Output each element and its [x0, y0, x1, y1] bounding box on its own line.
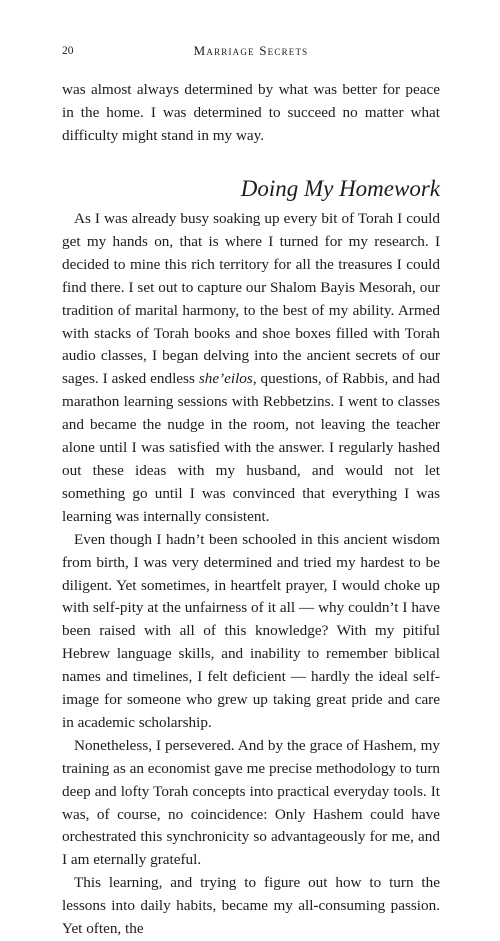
book-title: Marriage Secrets: [193, 43, 309, 58]
book-page: [62, 0, 440, 938]
paragraph-1-italic-term: she’eilos: [198, 370, 253, 388]
section-body: [62, 208, 440, 941]
section-heading: Doing My Homework: [240, 176, 440, 201]
paragraph-1: [62, 208, 440, 529]
paragraph-2: Even though I hadn’t been schooled in this ancient wisdom from birth, I was very determined and tried my hardest to be diligent. Yet sometimes, in heartfelt prayer, I would choke up with self-pity at the unfairness of it all — why couldn’t I have been raised with all of this knowledge? With my pitiful Hebrew language skills, and inability to remember biblical names and timelines, I felt deficient — hardly the ideal self-image for someone who grew up taking great pride and care in academic scholarship.: [62, 530, 440, 731]
page-number: 20: [62, 45, 74, 57]
paragraph-1-text-a: As I was already busy soaking up every bit of Torah I could get my hands on, that is where I turned for my research. I decided to mine this rich territory for all the treasures I could find there. I set out to capture our Shalom Bayis Mesorah, our tradition of marital harmony, to the best of my ability. Armed with stacks of Torah books and shoe boxes filled with Torah audio classes, I began delving into the ancient secrets of our sages. I asked endless: [62, 210, 440, 388]
running-head: [62, 43, 440, 59]
paragraph-4: This learning, and trying to figure out how to turn the lessons into daily habits, became my all-consuming passion. Yet often, the: [62, 874, 440, 938]
paragraph-3: Nonetheless, I persevered. And by the grace of Hashem, my training as an economist gave me precise methodology to turn deep and lofty Torah concepts into practical everyday tools. It was, of course, no coincidence: Only Hashem could have orchestrated this synchronicity so advantageously for me, and I am eternally grateful.: [62, 736, 440, 869]
paragraph-continued: was almost always determined by what was better for peace in the home. I was determined to succeed no matter what difficulty might stand in my way.: [62, 81, 440, 144]
intro-text: [62, 79, 440, 148]
paragraph-1-text-b: , questions, of Rabbis, and had marathon learning sessions with Rebbetzins. I went to classes and became the nudge in the room, not leaving the teacher alone until I was satisfied with the answer. I regularly hashed out these ideas with my husband, and would not let something go until I was convinced that everything I was learning was internally consistent.: [62, 370, 440, 525]
